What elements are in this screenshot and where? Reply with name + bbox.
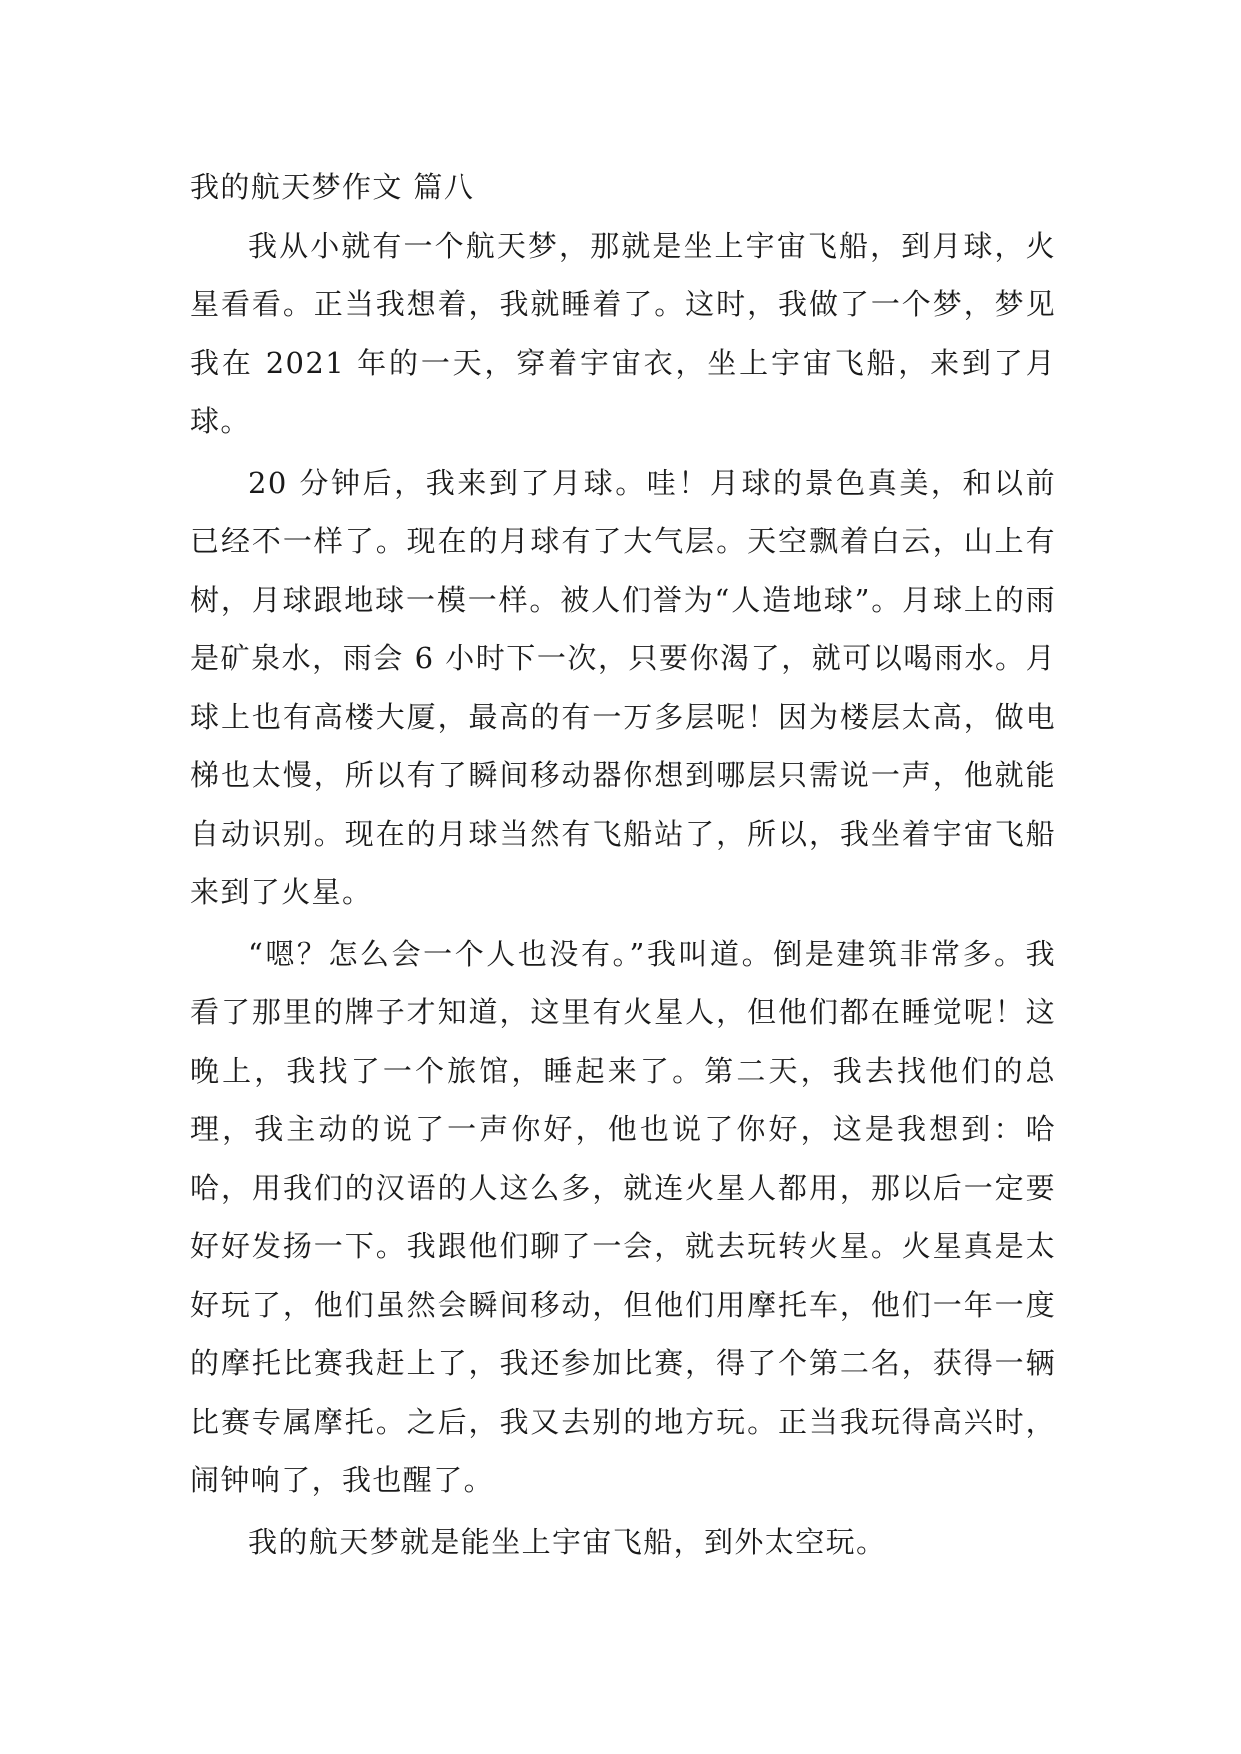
paragraph-4: 我的航天梦就是能坐上宇宙飞船，到外太空玩。 xyxy=(248,1524,887,1559)
document-title: 我的航天梦作文 篇八 xyxy=(190,170,475,204)
paragraph-1: 我从小就有一个航天梦，那就是坐上宇宙飞船，到月球，火星看看。正当我想着，我就睡着了。这时，我做了一个梦，梦见我在 2021 年的一天，穿着宇宙衣，坐上宇宙飞船，来到了月球。 xyxy=(190,228,1056,438)
paragraph-3: “嗯？怎么会一个人也没有。”我叫道。倒是建筑非常多。我看了那里的牌子才知道，这里有火星人，但他们都在睡觉呢！这晚上，我找了一个旅馆，睡起来了。第二天，我去找他们的总理，我主动的说了一声你好，他也说了你好，这是我想到：哈哈，用我们的汉语的人这么多，就连火星人都用，那以后一定要好好发扬一下。我跟他们聊了一会，就去玩转火星。火星真是太好玩了，他们虽然会瞬间移动，但他们用摩托车，他们一年一度的摩托比赛我赶上了，我还参加比赛，得了个第二名，获得一辆比赛专属摩托。之后，我又去别的地方玩。正当我玩得高兴时，闹钟响了，我也醒了。 xyxy=(190,936,1056,1497)
paragraph-2: 20 分钟后，我来到了月球。哇！月球的景色真美，和以前已经不一样了。现在的月球有了大气层。天空飘着白云，山上有树，月球跟地球一模一样。被人们誉为“人造地球”。月球上的雨是矿泉水，雨会 6 小时下一次，只要你渴了，就可以喝雨水。月球上也有高楼大厦，最高的有一万多层呢！因为楼层太高，做电梯也太慢，所以有了瞬间移动器你想到哪层只需说一声，他就能自动识别。现在的月球当然有飞船站了，所以，我坐着宇宙飞船来到了火星。 xyxy=(190,465,1056,909)
document-body xyxy=(190,158,1056,1571)
